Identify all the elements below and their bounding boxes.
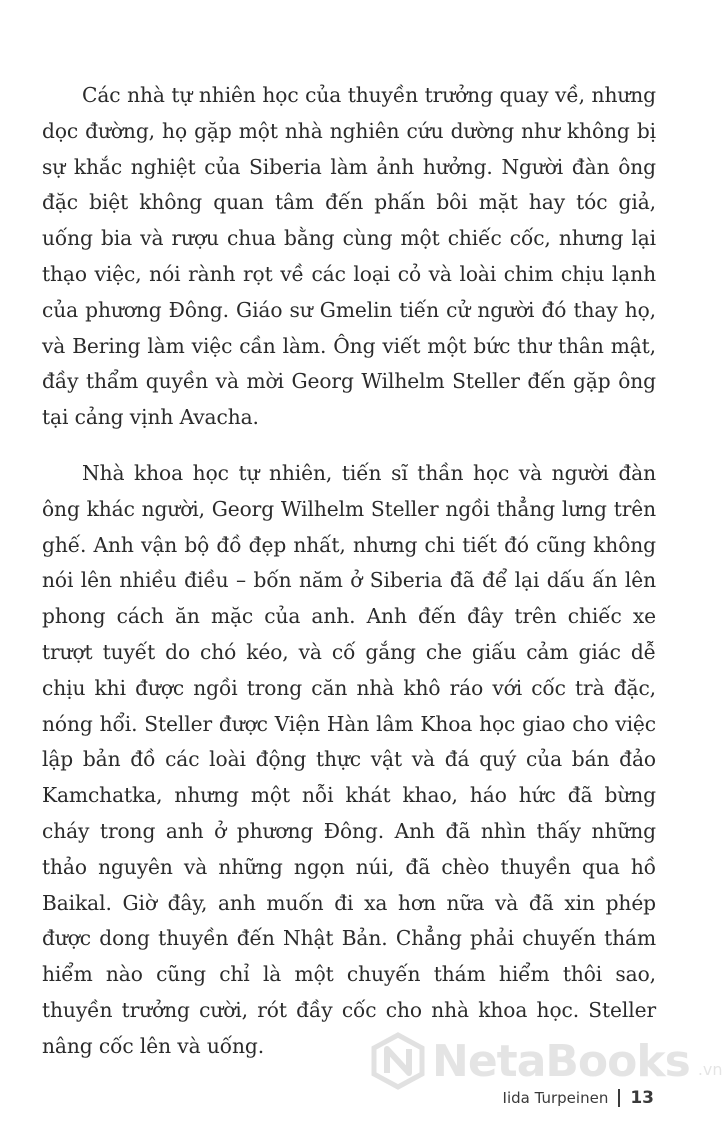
page-footer — [503, 1088, 654, 1108]
body-text — [42, 78, 656, 1065]
watermark — [370, 1033, 723, 1089]
watermark-text: NetaBooks — [432, 1035, 690, 1087]
page-number: 13 — [630, 1088, 654, 1108]
footer-divider — [618, 1089, 620, 1107]
paragraph-2: Nhà khoa học tự nhiên, tiến sĩ thần học và người đàn ông khác người, Georg Wilhelm Steller ngồi thẳng lưng trên ghế. Anh vận bộ đồ đẹp nhất, nhưng chi tiết đó cũng không nói lên nhiều điều – bốn năm ở Siberia đã để lại dấu ấn lên phong cách ăn mặc của anh. Anh đến đây trên chiếc xe trượt tuyết do chó kéo, và cố gắng che giấu cảm giác dễ chịu khi được ngồi trong căn nhà khô ráo với cốc trà đặc, nóng hổi. Steller được Viện Hàn lâm Khoa học giao cho việc lập bản đồ các loài động thực vật và đá quý của bán đảo Kamchatka, nhưng một nỗi khát khao, háo hức đã bừng cháy trong anh ở phương Đông. Anh đã nhìn thấy những thảo nguyên và những ngọn núi, đã chèo thuyền qua hồ Baikal. Giờ đây, anh muốn đi xa hơn nữa và đã xin phép được dong thuyền đến Nhật Bản. Chẳng phải chuyến thám hiểm nào cũng chỉ là một chuyến thám hiểm thôi sao, thuyền trưởng cười, rót đầy cốc cho nhà khoa học. Steller nâng cốc lên và uống. — [42, 460, 656, 1058]
author-name: Iida Turpeinen — [502, 1089, 609, 1107]
watermark-suffix: .vn — [697, 1060, 723, 1079]
netabooks-logo-icon — [370, 1033, 426, 1089]
paragraph-1: Các nhà tự nhiên học của thuyền trưởng quay về, nhưng dọc đường, họ gặp một nhà nghiên cứu dường như không bị sự khắc nghiệt của Siberia làm ảnh hưởng. Người đàn ông đặc biệt không quan tâm đến phấn bôi mặt hay tóc giả, uống bia và rượu chua bằng cùng một chiếc cốc, nhưng lại thạo việc, nói rành rọt về các loại cỏ và loài chim chịu lạnh của phương Đông. Giáo sư Gmelin tiến cử người đó thay họ, và Bering làm việc cần làm. Ông viết một bức thư thân mật, đầy thẩm quyền và mời Georg Wilhelm Steller đến gặp ông tại cảng vịnh Avacha. — [42, 83, 656, 430]
